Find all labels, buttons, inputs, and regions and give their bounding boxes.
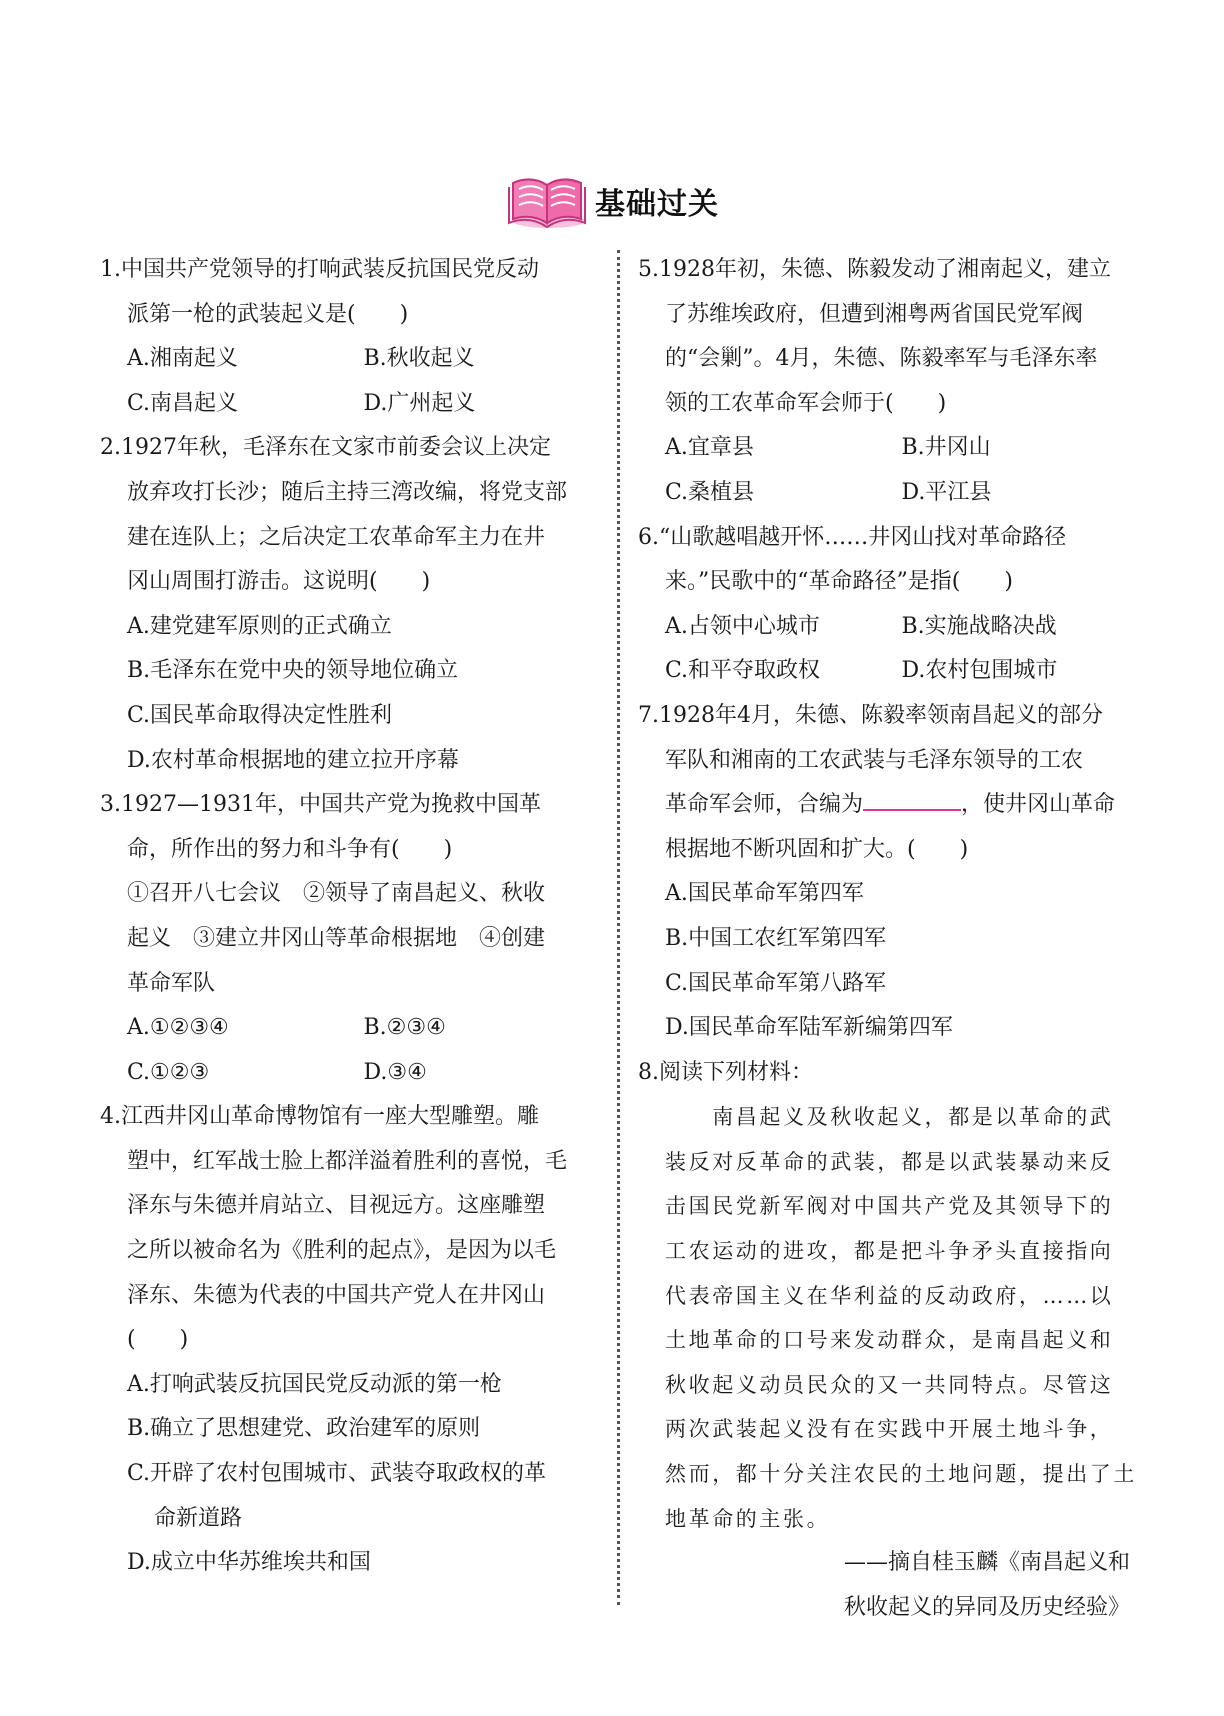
option-d: D.农村包围城市 [901,658,1058,684]
material-line: 土地革命的口号来发动群众，是南昌起义和 [665,1328,1114,1353]
reading-material [638,1095,1138,1541]
question-6 [638,516,1138,694]
column-divider [617,250,620,1605]
options-row [100,1051,600,1096]
material-line: 工农运动的进攻，都是把斗争矛头直接指向 [665,1239,1114,1264]
option-b: B.实施战略决战 [901,613,1057,639]
question-text: 领的工农革命军会师于( ) [665,390,947,416]
option-a: A.占领中心城市 [665,613,820,639]
question-text: 之所以被命名为《胜利的起点》，是因为以毛 [127,1238,557,1264]
question-5 [638,248,1138,516]
question-text: ①召开八七会议 ②领导了南昌起义、秋收 [127,881,546,907]
option-c: C.南昌起义 [127,390,239,416]
material-line: 两次武装起义没有在实践中开展土地斗争， [665,1417,1114,1442]
question-text: 的“会剿”。4月，朱德、陈毅率军与毛泽东率 [665,346,1098,372]
option-a: A.打响武装反抗国民党反动派的第一枪 [127,1371,502,1397]
question-7 [638,694,1138,1051]
question-text: ( ) [127,1327,189,1353]
material-line: 代表帝国主义在华利益的反动政府，……以 [665,1283,1114,1308]
option-c: C.和平夺取政权 [665,658,821,684]
option-d: D.平江县 [901,479,992,505]
question-text: 冈山周围打游击。这说明( ) [127,569,431,595]
left-column [100,248,600,1586]
options-row [638,471,1138,516]
option-c: C.国民革命取得决定性胜利 [127,702,393,728]
options-row [100,1006,600,1051]
option-c: C.开辟了农村包围城市、武装夺取政权的革 [127,1461,547,1487]
material-line: 南昌起义及秋收起义，都是以革命的武 [665,1105,1114,1130]
open-book-icon [505,169,589,233]
right-column [638,248,1138,1630]
question-text: 2.1927年秋，毛泽东在文家市前委会议上决定 [100,435,551,461]
section-title: 基础过关 [595,187,719,222]
question-text: 塑中，红军战士脸上都洋溢着胜利的喜悦，毛 [127,1148,568,1174]
question-4 [100,1095,600,1586]
options-row [100,337,600,382]
options-row [100,382,600,427]
option-a: A.建党建军原则的正式确立 [127,613,392,639]
option-a: A.湘南起义 [127,346,238,372]
material-source: ——摘自桂玉麟《南昌起义和 [843,1550,1130,1576]
option-b: B.毛泽东在党中央的领导地位确立 [127,658,459,684]
options-row [638,605,1138,650]
question-text: 8.阅读下列材料： [638,1059,813,1085]
question-2 [100,426,600,783]
question-text: 泽东与朱德并肩站立、目视远方。这座雕塑 [127,1193,546,1219]
option-a: A.①②③④ [127,1015,229,1041]
material-line: 秋收起义动员民众的又一共同特点。尽管这 [665,1372,1114,1397]
question-text: 3.1927—1931年，中国共产党为挽救中国革 [100,792,541,818]
option-c: C.国民革命军第八路军 [665,970,887,996]
option-b: B.中国工农红军第四军 [665,925,887,951]
question-text: 7.1928年4月，朱德、陈毅率领南昌起义的部分 [638,702,1103,728]
question-text: 建在连队上；之后决定工农革命军主力在井 [127,524,546,550]
question-1 [100,248,600,426]
material-line: 地革命的主张。 [665,1506,831,1531]
option-d: D.广州起义 [363,390,476,416]
question-text: 5.1928年初，朱德、陈毅发动了湘南起义，建立 [638,257,1111,282]
options-row [638,426,1138,471]
question-text-after-blank: ，使井冈山革命 [961,792,1116,818]
question-text: 起义 ③建立井冈山等革命根据地 ④创建 [127,925,546,951]
option-b: B.井冈山 [901,435,991,461]
question-text: 1.中国共产党领导的打响武装反抗国民党反动 [100,257,539,282]
material-line: 装反对反革命的武装，都是以武装暴动来反 [665,1149,1114,1174]
option-a: A.国民革命军第四军 [665,881,864,907]
material-line: 然而，都十分关注农民的土地问题，提出了土 [665,1462,1137,1487]
question-text: 命，所作出的努力和斗争有( ) [127,836,453,862]
question-text: 放弃攻打长沙；随后主持三湾改编，将党支部 [127,479,568,505]
option-c: C.①②③ [127,1059,210,1085]
question-text: 4.江西井冈山革命博物馆有一座大型雕塑。雕 [100,1104,539,1130]
question-text-before-blank: 革命军会师，合编为 [665,792,864,818]
option-d: D.③④ [363,1059,427,1085]
option-c: C.桑植县 [665,479,755,505]
question-text: 了苏维埃政府，但遭到湘粤两省国民党军阀 [665,301,1084,327]
option-d: D.国民革命军陆军新编第四军 [665,1015,953,1041]
question-text: 革命军队 [127,970,216,996]
section-header [0,166,1224,236]
material-source: 秋收起义的异同及历史经验》 [843,1594,1130,1620]
question-8 [638,1051,1138,1631]
question-text: 泽东、朱德为代表的中国共产党人在井冈山 [127,1282,546,1308]
question-3 [100,783,600,1095]
question-text: 来。”民歌中的“革命路径”是指( ) [665,569,1013,595]
option-b: B.②③④ [363,1015,446,1041]
option-d: D.成立中华苏维埃共和国 [127,1550,371,1576]
question-text: 6.“山歌越唱越开怀……井冈山找对革命路径 [638,524,1067,550]
material-line: 击国民党新军阀对中国共产党及其领导下的 [665,1194,1114,1219]
option-d: D.农村革命根据地的建立拉开序幕 [127,747,459,773]
options-row [638,649,1138,694]
question-text [638,783,1138,828]
fill-in-blank[interactable] [863,783,961,811]
option-b: B.秋收起义 [363,346,475,372]
option-b: B.确立了思想建党、政治建军的原则 [127,1416,481,1442]
question-text: 派第一枪的武装起义是( ) [127,301,409,327]
option-a: A.宜章县 [665,435,754,461]
question-text: 根据地不断巩固和扩大。( ) [665,836,969,862]
option-c-continued: 命新道路 [154,1505,243,1531]
question-text: 军队和湘南的工农武装与毛泽东领导的工农 [665,747,1084,773]
